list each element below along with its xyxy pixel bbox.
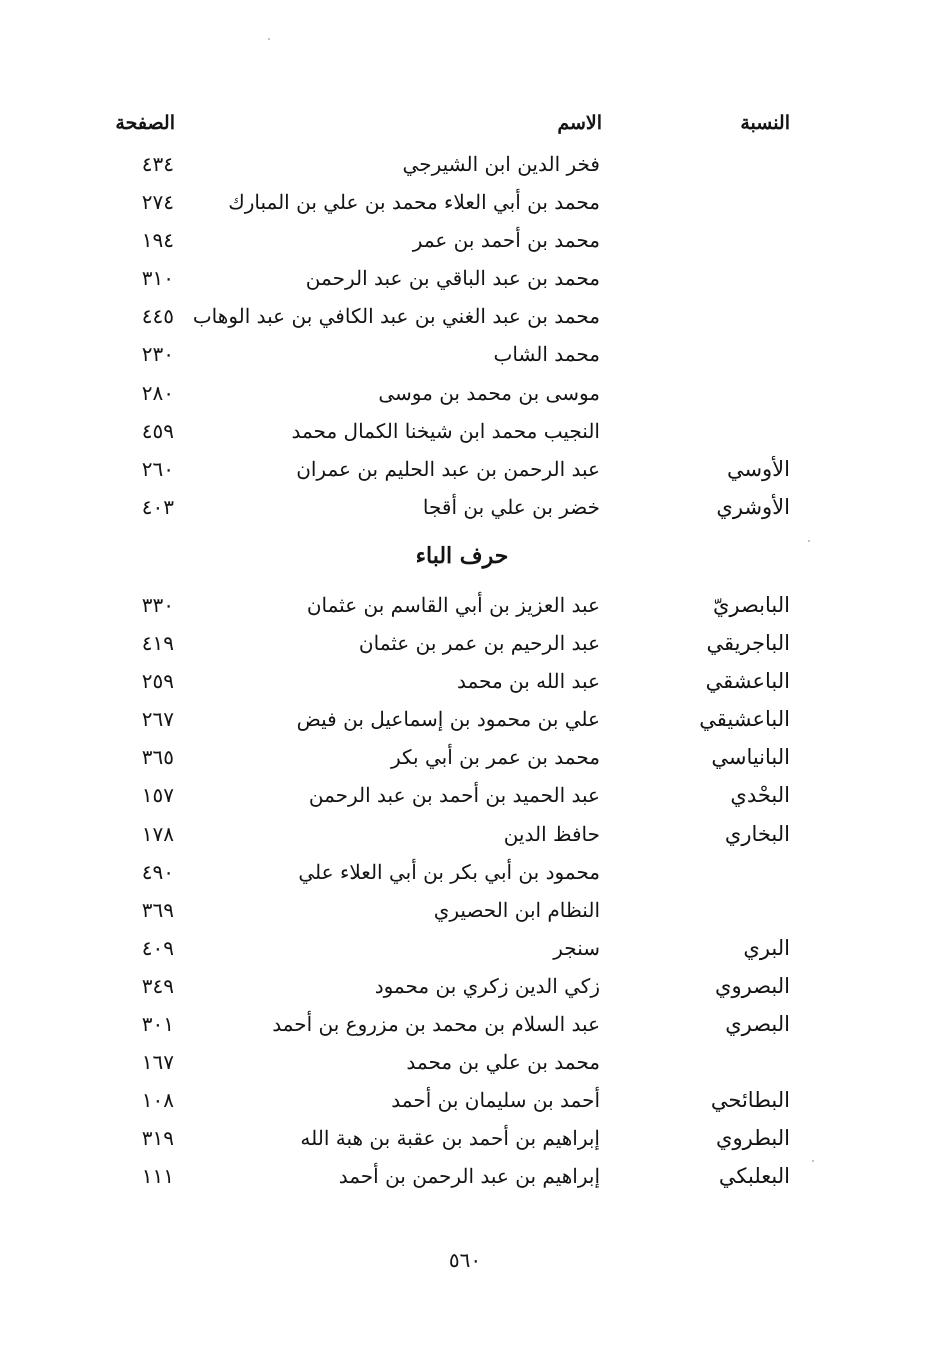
index-row [0,815,940,853]
row-name: محمد بن عبد الغني بن عبد الكافي بن عبد الوهاب [192,304,600,329]
header-name: الاسم [557,112,602,134]
row-nisba: البعلبكي [718,1164,790,1189]
row-page: ١٩٤ [141,228,174,253]
row-nisba: البحْدي [730,783,790,808]
index-row [0,586,940,624]
row-page: ١٦٧ [141,1050,174,1075]
row-page: ٤٣٤ [141,152,174,176]
index-row [0,145,940,183]
row-nisba: البانياسي [711,745,790,770]
index-list-ba [0,586,940,1196]
index-list-alif [0,145,940,526]
row-nisba: الأوسي [726,456,790,481]
scan-speck [812,1160,814,1162]
row-page: ٣٤٩ [141,973,174,998]
row-page: ٣١٩ [141,1126,174,1151]
row-nisba: الأوشري [716,494,790,519]
row-name: إبراهيم بن عبد الرحمن بن أحمد [338,1164,600,1189]
scan-speck [268,38,270,40]
section-title: حرف الباء [415,543,509,569]
index-row [0,450,940,488]
row-page: ٢٣٠ [141,342,174,367]
row-page: ٣١٠ [141,266,174,291]
row-page: ٢٦٧ [141,707,174,732]
row-nisba: البابصريّ [712,593,790,617]
index-row [0,1081,940,1119]
row-nisba: الباعشيقي [699,707,790,732]
row-name: محمد بن علي بن محمد [406,1050,600,1075]
row-name: النجيب محمد ابن شيخنا الكمال محمد [291,418,600,443]
table-header [0,112,940,142]
index-row [0,738,940,776]
row-page: ٤١٩ [141,631,174,656]
row-page: ٢٥٩ [141,669,174,694]
row-nisba: البصري [725,1012,790,1037]
row-name: محمود بن أبي بكر بن أبي العلاء علي [298,859,600,884]
index-row [0,183,940,221]
index-row [0,374,940,412]
header-nisba: النسبة [740,112,790,134]
page-number: ٥٦٠ [448,1248,482,1272]
index-row [0,891,940,929]
row-nisba: البطائحي [710,1088,790,1113]
row-name: علي بن محمود بن إسماعيل بن فيض [296,707,600,732]
row-name: إبراهيم بن أحمد بن عقبة بن هبة الله [300,1126,600,1151]
header-page: الصفحة [115,112,175,134]
row-page: ٤٤٥ [141,304,174,329]
row-name: سنجر [553,935,600,960]
row-page: ٢٨٠ [141,380,174,405]
row-name: عبد الرحمن بن عبد الحليم بن عمران [296,456,600,481]
index-row [0,1005,940,1043]
row-nisba: الباعشقي [705,669,790,694]
row-name: النظام ابن الحصيري [433,897,600,922]
index-row [0,221,940,259]
index-row [0,335,940,373]
row-nisba: البري [743,935,790,960]
row-page: ١٧٨ [141,821,174,846]
index-row [0,624,940,662]
row-name: عبد السلام بن محمد بن مزروع بن أحمد [272,1012,600,1037]
row-name: خضر بن علي بن أقجا [422,494,600,519]
index-row [0,700,940,738]
index-row [0,259,940,297]
index-row [0,488,940,526]
row-page: ٣٦٩ [141,897,174,922]
row-name: زكي الدين زكري بن محمود [374,973,600,998]
index-row [0,412,940,450]
row-name: عبد الرحيم بن عمر بن عثمان [358,631,600,656]
row-name: موسى بن محمد بن موسى [378,380,600,405]
index-row [0,776,940,814]
row-name: حافظ الدين [503,821,600,846]
row-page: ١٠٨ [141,1088,174,1113]
row-page: ٤٩٠ [141,859,174,884]
row-name: عبد الله بن محمد [456,669,600,694]
row-name: محمد بن عبد الباقي بن عبد الرحمن [305,266,600,291]
row-name: عبد العزيز بن أبي القاسم بن عثمان [306,593,600,617]
index-row [0,929,940,967]
index-row [0,662,940,700]
row-nisba: البخاري [724,821,790,846]
row-name: عبد الحميد بن أحمد بن عبد الرحمن [308,783,600,808]
row-nisba: الباجريقي [706,631,790,656]
row-name: محمد بن أبي العلاء محمد بن علي بن المبارك [228,190,600,215]
row-page: ٣٠١ [141,1012,174,1037]
row-nisba: البطروي [716,1126,790,1151]
row-page: ٤٥٩ [141,418,174,443]
row-page: ٣٣٠ [141,593,174,617]
scan-speck [808,540,810,542]
index-row [0,1157,940,1195]
index-row [0,967,940,1005]
row-nisba: البصروي [715,973,790,998]
index-row [0,1119,940,1157]
row-page: ١٥٧ [141,783,174,808]
row-name: محمد بن أحمد بن عمر [412,228,600,253]
index-row [0,853,940,891]
row-page: ٣٦٥ [141,745,174,770]
index-row [0,297,940,335]
row-page: ٢٦٠ [141,456,174,481]
row-page: ٤٠٩ [141,935,174,960]
row-page: ٢٧٤ [141,190,174,215]
index-row [0,1043,940,1081]
row-name: أحمد بن سليمان بن أحمد [391,1088,600,1113]
row-name: فخر الدين ابن الشيرجي [402,152,600,176]
row-name: محمد بن عمر بن أبي بكر [390,745,600,770]
row-page: ٤٠٣ [141,494,174,519]
row-name: محمد الشاب [493,342,600,367]
row-page: ١١١ [141,1164,174,1189]
